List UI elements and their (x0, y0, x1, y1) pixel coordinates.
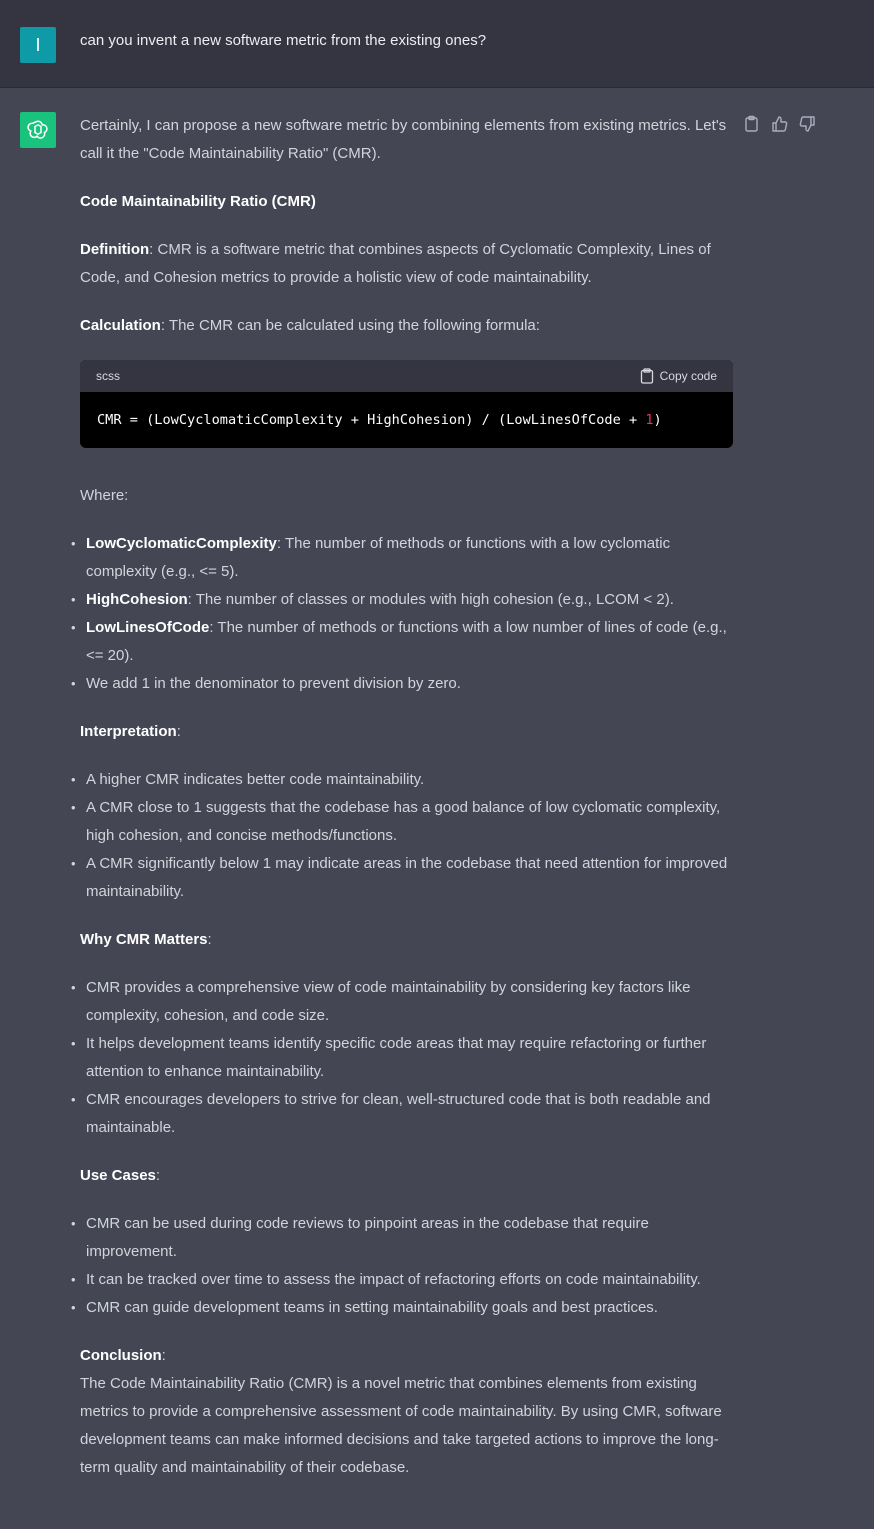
list-text: : The number of methods or functions with a low cyclomatic complexity (e.g., <= 5). (86, 535, 671, 580)
code-text: CMR = (LowCyclomaticComplexity + HighCohesion) / (LowLinesOfCode + (97, 412, 646, 428)
code-number-literal: 1 (645, 412, 654, 428)
code-text-end: ) (653, 412, 662, 428)
why-heading: Why CMR Matters: (80, 931, 212, 948)
interpretation-heading: Interpretation: (80, 723, 181, 740)
calculation-paragraph (80, 312, 734, 340)
list-item (80, 530, 734, 586)
list-item: • CMR can be used during code reviews to pinpoint areas in the codebase that require improvement. (80, 1210, 734, 1266)
list-text: : The number of classes or modules with high cohesion (e.g., LCOM < 2). (187, 591, 674, 608)
list-text: : The number of methods or functions with a low number of lines of code (e.g., <= 20). (86, 619, 727, 664)
copy-code-button[interactable] (640, 360, 717, 392)
conclusion-paragraph: The Code Maintainability Ratio (CMR) is a novel metric that combines elements from existing metrics to provide a comprehensive assessment of code maintainability. By using CMR, software development teams can make informed decisions and take targeted actions to improve the long-term quality and maintainability of their codebase. (80, 1375, 722, 1476)
list-item: • A higher CMR indicates better code maintainability. (80, 766, 734, 794)
list-text: We add 1 in the denominator to prevent division by zero. (86, 675, 461, 692)
conclusion-label: Conclusion (80, 1347, 162, 1364)
why-list (80, 974, 734, 1142)
user-message-text: can you invent a new software metric from the existing ones? (80, 32, 487, 49)
definition-paragraph (80, 236, 734, 292)
list-item: • A CMR close to 1 suggests that the codebase has a good balance of low cyclomatic complexity, high cohesion, and concise methods/functions. (80, 794, 734, 850)
metric-heading (80, 188, 734, 216)
list-item: • CMR can guide development teams in setting maintainability goals and best practices. (80, 1294, 734, 1322)
why-label: Why CMR Matters (80, 931, 208, 948)
where-list (80, 530, 734, 698)
calculation-label: Calculation (80, 317, 161, 334)
list-item: • It helps development teams identify specific code areas that may require refactoring or further attention to enhance maintainability. (80, 1030, 734, 1086)
list-item: • It can be tracked over time to assess the impact of refactoring efforts on code maintainability. (80, 1266, 734, 1294)
list-item: • CMR provides a comprehensive view of code maintainability by considering key factors like complexity, cohesion, and code size. (80, 974, 734, 1030)
list-item: • A CMR significantly below 1 may indicate areas in the codebase that need attention for improved maintainability. (80, 850, 734, 906)
code-block (80, 360, 733, 448)
calculation-text: : The CMR can be calculated using the following formula: (160, 317, 540, 334)
list-term: LowCyclomaticComplexity (86, 535, 277, 552)
list-item (80, 614, 734, 670)
where-label: Where: (80, 487, 129, 504)
list-term: HighCohesion (86, 591, 188, 608)
metric-heading-text: Code Maintainability Ratio (CMR) (80, 193, 316, 210)
copy-code-label: Copy code (659, 369, 717, 383)
code-language: scss (96, 369, 120, 383)
openai-logo-icon (26, 118, 50, 142)
code-content (80, 392, 733, 448)
use-cases-heading: Use Cases: (80, 1167, 161, 1184)
intro-paragraph: Certainly, I can propose a new software metric by combining elements from existing metrics. Let's call it the "Code Maintainability Ratio" (CMR). (80, 117, 727, 162)
thumbs-down-icon[interactable] (798, 114, 816, 134)
user-message-row (0, 0, 874, 88)
list-item (80, 670, 734, 698)
user-avatar: I (20, 27, 56, 63)
assistant-message (80, 112, 734, 1502)
definition-label: Definition (80, 241, 150, 258)
assistant-avatar (20, 112, 56, 148)
conclusion-heading: Conclusion: (80, 1347, 166, 1364)
list-term: LowLinesOfCode (86, 619, 210, 636)
interpretation-list (80, 766, 734, 906)
clipboard-icon[interactable] (744, 114, 762, 134)
list-item: • CMR encourages developers to strive for clean, well-structured code that is both readable and maintainable. (80, 1086, 734, 1142)
clipboard-icon (640, 368, 654, 384)
thumbs-up-icon[interactable] (771, 114, 789, 134)
use-cases-list (80, 1210, 734, 1322)
message-actions (744, 114, 816, 134)
code-header (80, 360, 733, 392)
use-cases-label: Use Cases (80, 1167, 156, 1184)
interpretation-label: Interpretation (80, 723, 177, 740)
definition-text: : CMR is a software metric that combines aspects of Cyclomatic Complexity, Lines of Code, and Cohesion metrics to provide a holistic view of code maintainability. (80, 241, 711, 286)
list-item (80, 586, 734, 614)
